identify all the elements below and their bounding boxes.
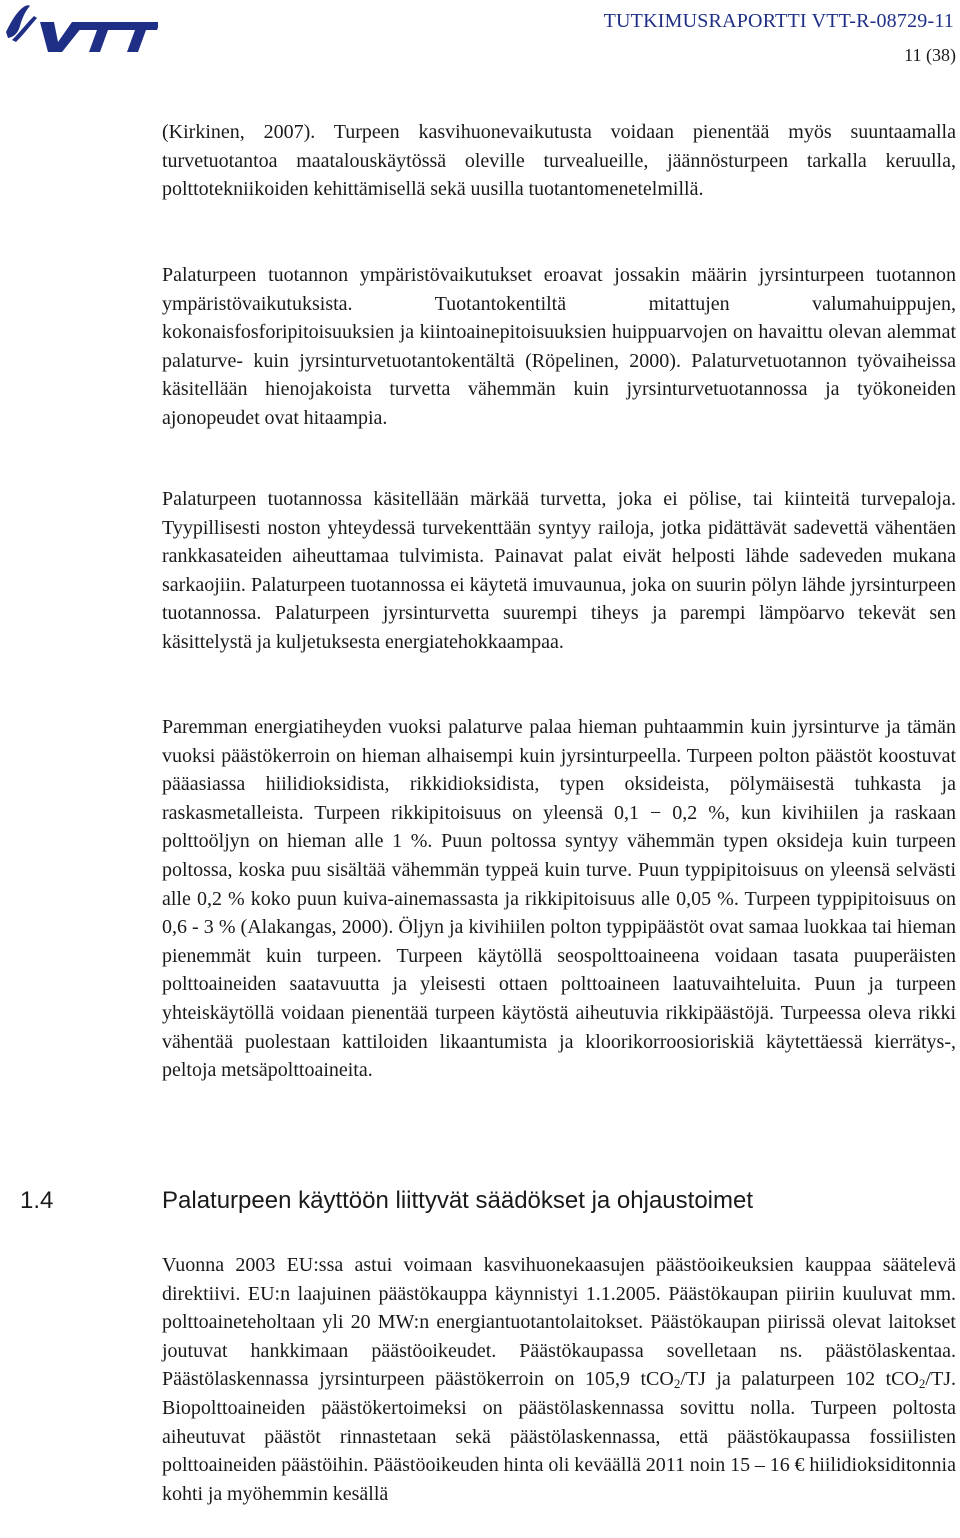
paragraph-2-block xyxy=(162,261,956,433)
paragraph-3: Palaturpeen tuotannossa käsitellään märkää turvetta, joka ei pölise, tai kiinteitä turvepaloja. Tyypillisesti noston yhteydessä turvekenttään syntyy railoja, jotka pidättävät sadevettä vähentäen rankkasateiden aiheuttamaa tulvimista. Painavat palat eivät helposti lähde sadeveden mukana sarkaojiin. Palaturpeen tuotannossa ei käytetä imuvaunua, joka on suurin pölyn lähde jyrsinturpeen tuotannossa. Palaturpeen jyrsinturvetta suurempi tiheys ja parempi lämpöarvo tekevät sen käsittelystä ja kuljetuksesta energiatehokkaampaa. xyxy=(162,488,956,653)
section-title: Palaturpeen käyttöön liittyvät säädökset ja ohjaustoimet xyxy=(162,1187,754,1214)
paragraph-3-block xyxy=(162,485,956,657)
section-heading xyxy=(20,1187,753,1215)
paragraph-2: Palaturpeen tuotannon ympäristövaikutukset eroavat jossakin määrin jyrsinturpeen tuotannon ympäristövaikutuksista. Tuotantokentiltä mitattujen valumahuippujen, kokonaisfosforipitoisuuksien ja kiintoainepitoisuuksien huippuarvojen on havaittu olevan alemmat palaturve- kuin jyrsinturvetuotantokentältä (Röpelinen, 2000). Palaturvetuotannon työvaiheissa käsitellään hienojakoista turvetta vähemmän kuin jyrsinturvetuotannossa ja työkoneiden ajonopeudet ovat hitaampia. xyxy=(162,264,956,429)
vtt-logo xyxy=(4,2,158,54)
paragraph-1-block xyxy=(162,118,956,204)
report-id: TUTKIMUSRAPORTTI VTT-R-08729-11 xyxy=(603,10,954,32)
paragraph-4-block xyxy=(162,713,956,1085)
paragraph-1: (Kirkinen, 2007). Turpeen kasvihuonevaikutusta voidaan pienentää myös suuntaamalla turvetuotantoa maatalouskäytössä oleville turvealueille, jäännösturpeen tarkalla keruulla, polttotekniikoiden kehittämisellä sekä uusilla tuotantomenetelmillä. xyxy=(162,121,956,201)
paragraph-5-block xyxy=(162,1251,956,1508)
co2-subscript: 2 xyxy=(673,1376,681,1392)
co2-subscript: 2 xyxy=(918,1376,926,1392)
paragraph-4: Paremman energiatiheyden vuoksi palaturve palaa hieman puhtaammin kuin jyrsinturve ja tämän vuoksi päästökerroin on hieman alhaisempi kuin jyrsinturpeella. Turpeen polton päästöt koostuvat pääasiassa hiilidioksidista, rikkidioksidista, typen oksideista, pölymäisestä tuhkasta ja raskasmetalleista. Turpeen rikkipitoisuus on yleensä 0,1 − 0,2 %, kun kivihiilen ja raskaan polttoöljyn on hieman alle 1 %. Puun poltossa syntyy vähemmän typen oksideja kuin turpeen poltossa, koska puu sisältää vähemmän typpeä kuin turve. Puun typpipitoisuus on yleensä selvästi alle 0,2 % koko puun kuiva-ainemassasta ja rikkipitoisuus alle 0,05 %. Turpeen typpipitoisuus on 0,6 - 3 % (Alakangas, 2000). Öljyn ja kivihiilen polton typpipäästöt ovat samaa luokkaa tai hieman pienemmät kuin turpeen. Turpeen käytöllä seospolttoaineena voidaan tasata puuperäisten polttoaineiden saatavuutta ja yleisesti ottaen polttoaineen laatuvaihteluita. Puun ja turpeen yhteiskäytöllä voidaan pienentää turpeen käytöstä aiheutuvia rikkipäästöjä. Turpeessa oleva rikki vähentää puolestaan kattiloiden likaantumista ja kloorikorroosioriskiä käytettäessä kierrätys-, peltoja metsäpolttoaineita. xyxy=(162,716,956,1082)
section-number: 1.4 xyxy=(20,1187,54,1214)
paragraph-5-part-b: /TJ ja palaturpeen 102 tCO xyxy=(680,1368,919,1391)
paragraph-5-part-c: /TJ. Biopolttoaineiden päästökertoimeksi on päästölaskennassa sovittu nolla. Turpeen poltosta aiheutuvat päästöt rinnastetaan sekä päästölaskennassa, että päästökaupassa fossiilisten polttoaineiden päästöihin. Päästöoikeuden hinta oli keväällä 2011 noin 15 – 16 € hiilidioksiditonnia kohti ja myöhemmin kesällä xyxy=(162,1368,956,1505)
paragraph-5-part-a: Vuonna 2003 EU:ssa astui voimaan kasvihuonekaasujen päästöoikeuksien kauppaa säätelevä direktiivi. EU:n laajuinen päästökauppa käynnistyi 1.1.2005. Päästökaupan piiriin kuuluvat mm. polttoaineteholtaan yli 20 MW:n energiantuotantolaitokset. Päästökaupan piirissä olevat laitokset joutuvat hankkimaan päästöoikeudet. Päästökaupassa sovelletaan ns. päästölaskentaa. Päästölaskennassa jyrsinturpeen päästökerroin on 105,9 tCO xyxy=(162,1254,956,1391)
paragraph-5 xyxy=(162,1251,956,1508)
page-number: 11 (38) xyxy=(904,45,956,65)
